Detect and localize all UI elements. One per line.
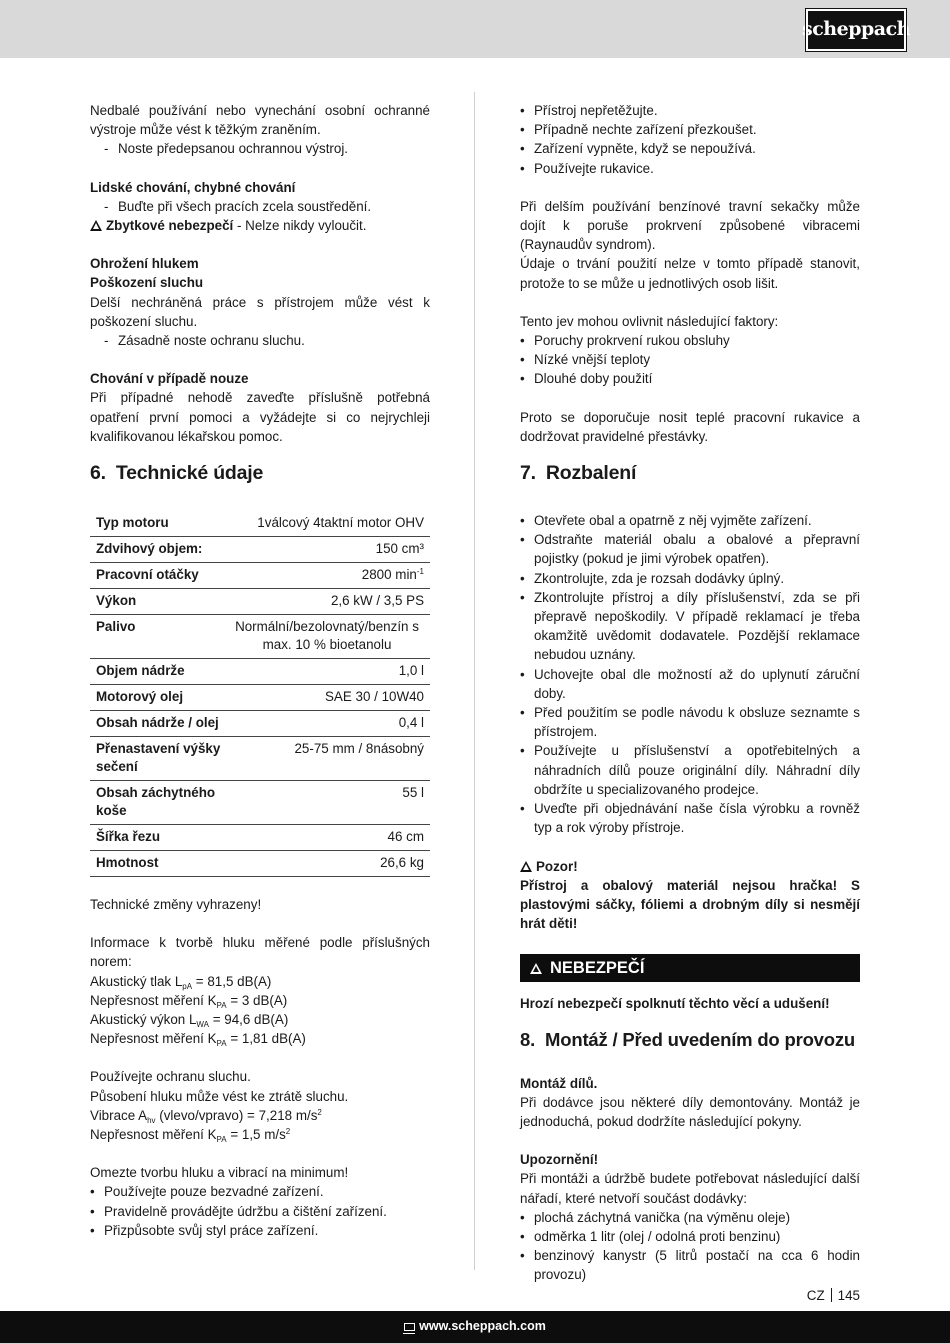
- tools-list: [520, 1208, 860, 1285]
- spec-row: [90, 685, 430, 711]
- danger-banner: NEBEZPEČÍ: [520, 954, 860, 982]
- list-item: • Pravidelně provádějte údržbu a čištění zařízení.: [90, 1202, 430, 1221]
- limit-list: [90, 1182, 430, 1240]
- spec-value: 46 cm: [230, 825, 430, 851]
- paragraph: Používejte ochranu sluchu.: [90, 1069, 251, 1085]
- paragraph: Informace k tvorbě hluku měřené podle příslušných norem:: [90, 935, 430, 970]
- spec-row: [90, 537, 430, 563]
- spec-value: 1válcový 4taktní motor OHV: [230, 511, 430, 537]
- unpack-list: [520, 511, 860, 837]
- spec-value: 150 cm³: [230, 537, 430, 563]
- spec-key: Palivo: [90, 615, 230, 659]
- paragraph: Delší nechráněná práce s přístrojem může vést k poškození sluchu.: [90, 294, 430, 329]
- spec-row: [90, 711, 430, 737]
- factors-list: [520, 331, 860, 389]
- paragraph: Působení hluku může vést ke ztrátě sluchu.: [90, 1088, 349, 1104]
- spec-value: 25-75 mm / 8násobný: [230, 737, 430, 781]
- measurement-line: Akustický tlak $L_{pA} = 81,5$ dB(A): [90, 973, 272, 991]
- paragraph: Omezte tvorbu hluku a vibrací na minimum!: [90, 1165, 349, 1181]
- spec-table: [90, 511, 430, 877]
- warning-icon: [530, 963, 542, 974]
- list-item: • Před použitím se podle návodu k obsluze seznamte s přístrojem.: [520, 703, 860, 741]
- subheading: Lidské chování, chybné chování: [90, 179, 296, 195]
- spec-row: [90, 589, 430, 615]
- spec-row: [90, 737, 430, 781]
- spec-value: 1,0 l: [230, 659, 430, 685]
- dash-item: - Noste předepsanou ochrannou výstroj.: [90, 139, 430, 158]
- monitor-icon: [404, 1323, 415, 1331]
- section-heading-6: 6. Technické údaje: [90, 462, 264, 485]
- list-item: • Případně nechte zařízení přezkoušet.: [520, 120, 860, 139]
- spec-row: [90, 563, 430, 589]
- spec-key: Pracovní otáčky: [90, 563, 230, 589]
- list-item: • Uchovejte obal dle možností až do uplynutí záruční doby.: [520, 665, 860, 703]
- paragraph: Při delším používání benzínové travní sekačky může dojít k poruše prokrvení způsobené vibracemi (Raynaudův syndrom).: [520, 198, 860, 253]
- measurement-line: Akustický výkon $L_{WA} = 94,6$ dB(A): [90, 1012, 289, 1030]
- caution-heading: Pozor!: [520, 857, 860, 876]
- spec-key: Obsah záchytného koše: [90, 781, 230, 825]
- paragraph: Při dodávce jsou některé díly demontovány. Montáž je jednoduchá, pokud dodržíte následující pokyny.: [520, 1094, 860, 1129]
- paragraph: Nedbalé používání nebo vynechání osobní ochranné výstroje může vést k těžkým zraněním.: [90, 103, 430, 138]
- list-item: • Zařízení vypněte, když se nepoužívá.: [520, 139, 860, 158]
- list-item: • Přístroj nepřetěžujte.: [520, 101, 860, 120]
- list-item: • Zkontrolujte, zda je rozsah dodávky úplný.: [520, 569, 860, 588]
- warning-icon: [520, 861, 532, 872]
- footer-url[interactable]: www.scheppach.com: [419, 1319, 546, 1334]
- spec-row: [90, 511, 430, 537]
- spec-key: Obsah nádrže / olej: [90, 711, 230, 737]
- bullet-list: [520, 101, 860, 178]
- spec-key: Motorový olej: [90, 685, 230, 711]
- subheading: Chování v případě nouze: [90, 371, 249, 387]
- list-item: • Nízké vnější teploty: [520, 350, 860, 369]
- dash-item: - Zásadně noste ochranu sluchu.: [90, 331, 430, 350]
- list-item: • odměrka 1 litr (olej / odolná proti benzinu): [520, 1227, 860, 1246]
- spec-key: Typ motoru: [90, 511, 230, 537]
- page-number: CZ 145: [806, 1288, 860, 1303]
- list-item: • Používejte rukavice.: [520, 159, 860, 178]
- list-item: • Používejte u příslušenství a opotřebitelných a náhradních dílů pouze originální díly. Náhradní díly obdržíte u specializovaného prodejce.: [520, 741, 860, 799]
- spec-value: 2800 $\min^{-1}$: [230, 563, 430, 589]
- paragraph: Při případné nehodě zaveďte příslušně potřebná opatření první pomoci a vyžádejte si co nejrychleji kvalifikovanou lékařskou pomoc.: [90, 390, 430, 444]
- vibration-line: Vibrace $A_{hv}$ (vlevo/vpravo) = 7,218 $m/s^2$: [90, 1107, 322, 1125]
- spec-value: 26,6 kg: [230, 851, 430, 877]
- measurement-line: Nepřesnost měření $K_{PA} = 3$ dB(A): [90, 992, 288, 1010]
- paragraph: Tento jev mohou ovlivnit následující faktory:: [520, 313, 779, 329]
- spec-value: 55 l: [230, 781, 430, 825]
- spec-value: SAE 30 / 10W40: [230, 685, 430, 711]
- header-bar: [0, 0, 950, 58]
- paragraph: Údaje o trvání použití nelze v tomto případě stanovit, protože to se může u jednotlivých osob lišit.: [520, 256, 860, 291]
- footer-bar: [0, 1311, 950, 1343]
- dash-item: - Buďte při všech pracích zcela soustředění.: [90, 197, 430, 216]
- brand-logo: scheppach: [806, 9, 906, 51]
- list-item: • benzinový kanystr (5 litrů postačí na cca 6 hodin provozu): [520, 1246, 860, 1284]
- spec-row: [90, 781, 430, 825]
- spec-value: Normální/bezolovnatý/benzín s max. 10 % bioetanolu: [230, 615, 430, 659]
- subheading: Upozornění!: [520, 1152, 599, 1168]
- section-heading-7: 7. Rozbalení: [520, 462, 637, 485]
- warning-icon: [90, 220, 102, 231]
- list-item: • Otevřete obal a opatrně z něj vyjměte zařízení.: [520, 511, 860, 530]
- spec-row: [90, 825, 430, 851]
- spec-key: Šířka řezu: [90, 825, 230, 851]
- residual-risk-line: Zbytkové nebezpečí - Nelze nikdy vyloučit.: [90, 216, 430, 235]
- list-item: • Používejte pouze bezvadné zařízení.: [90, 1182, 430, 1201]
- list-item: • plochá záchytná vanička (na výměnu oleje): [520, 1208, 860, 1227]
- paragraph: Technické změny vyhrazeny!: [90, 897, 262, 913]
- vibration-line: Nepřesnost měření $K_{PA} = 1,5$ $m/s^2$: [90, 1127, 291, 1145]
- danger-text: Hrozí nebezpečí spolknutí těchto věcí a udušení!: [520, 996, 830, 1012]
- measurement-line: Nepřesnost měření $K_{PA} = 1,81$ dB(A): [90, 1031, 306, 1049]
- list-item: • Odstraňte materiál obalu a obalové a přepravní pojistky (pokud je jimi výrobek opatřen).: [520, 530, 860, 568]
- list-item: • Dlouhé doby použití: [520, 369, 860, 388]
- subheading: Montáž dílů.: [520, 1075, 598, 1091]
- list-item: • Přizpůsobte svůj styl práce zařízení.: [90, 1221, 430, 1240]
- spec-key: Hmotnost: [90, 851, 230, 877]
- list-item: • Uveďte při objednávání naše čísla výrobku a rovněž typ a rok výroby přístroje.: [520, 799, 860, 837]
- spec-row: [90, 615, 430, 659]
- spec-row: [90, 659, 430, 685]
- spec-key: Zdvihový objem:: [90, 537, 230, 563]
- spec-value: 0,4 l: [230, 711, 430, 737]
- spec-key: Výkon: [90, 589, 230, 615]
- caution-text: Přístroj a obalový materiál nejsou hračka! S plastovými sáčky, fóliemi a drobným díly si nesmějí hrát děti!: [520, 877, 860, 932]
- right-column: [520, 101, 860, 1285]
- spec-row: [90, 851, 430, 877]
- column-divider: [474, 92, 475, 1270]
- section-heading-8: 8. Montáž / Před uvedením do provozu: [520, 1028, 856, 1050]
- list-item: • Zkontrolujte přístroj a díly příslušenství, zda se při přepravě nepoškodily. V případě reklamací je třeba okamžitě uvědomit dodavatele. Pozdější reklamace nebudou uznány.: [520, 588, 860, 665]
- list-item: • Poruchy prokrvení rukou obsluhy: [520, 331, 860, 350]
- paragraph: Při montáži a údržbě budete potřebovat následující další nářadí, které netvoří součást dodávky:: [520, 1171, 860, 1206]
- spec-key: Přenastavení výšky sečení: [90, 737, 230, 781]
- paragraph: Proto se doporučuje nosit teplé pracovní rukavice a dodržovat pravidelné přestávky.: [520, 409, 860, 444]
- subheading: Ohrožení hlukem: [90, 256, 199, 272]
- left-column: [90, 101, 430, 1240]
- subheading: Poškození sluchu: [90, 275, 204, 291]
- spec-key: Objem nádrže: [90, 659, 230, 685]
- spec-value: 2,6 kW / 3,5 PS: [230, 589, 430, 615]
